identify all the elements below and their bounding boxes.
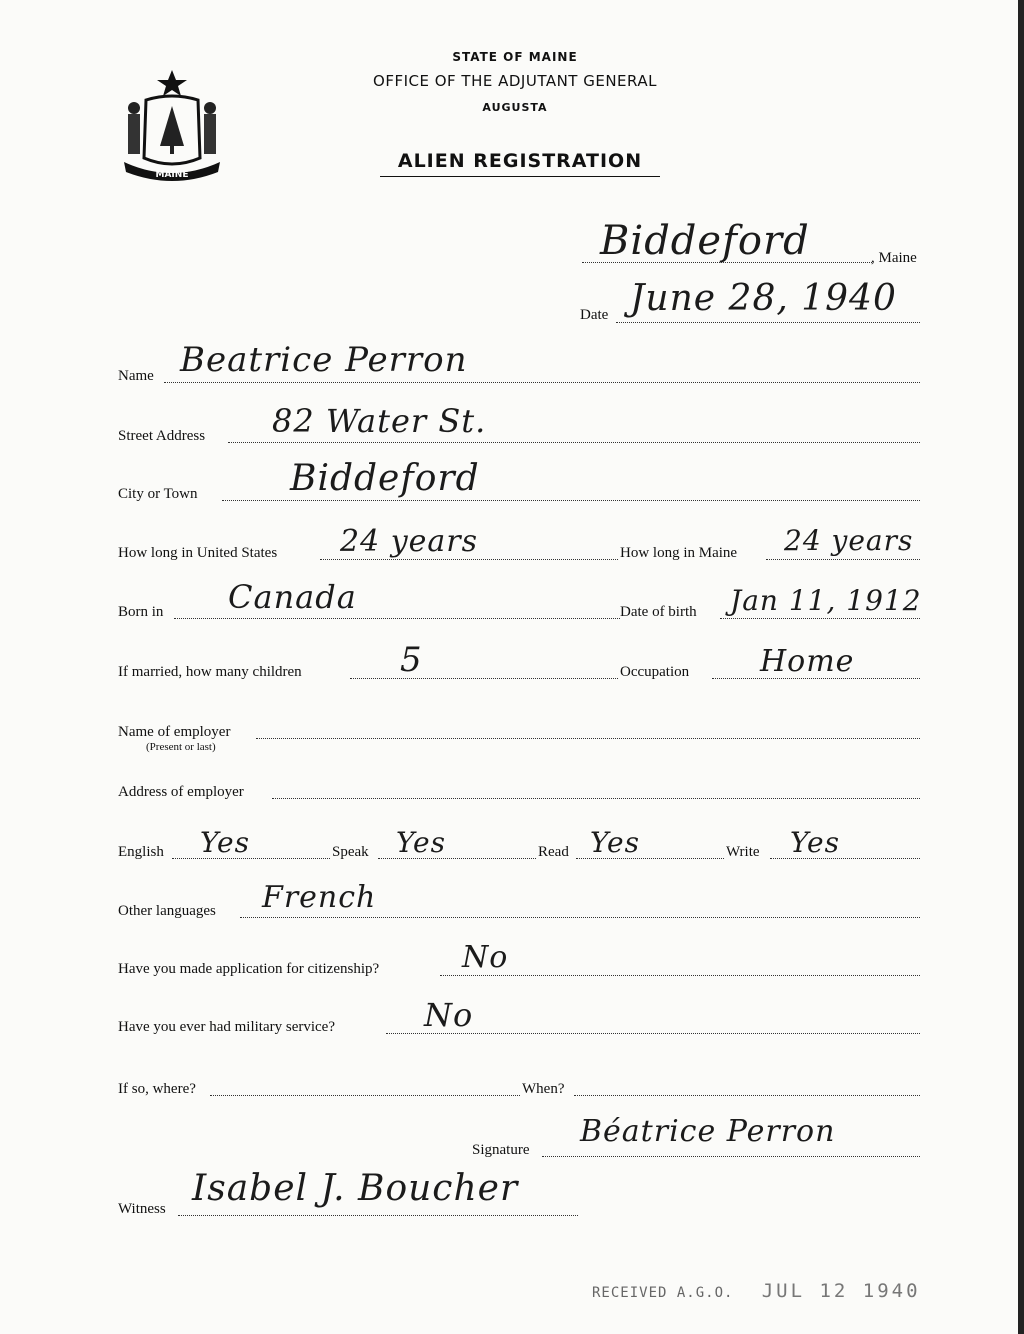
- occupation-value: Home: [760, 644, 855, 679]
- citizenship-line: [440, 975, 920, 976]
- received-stamp: [592, 1280, 921, 1302]
- witness-value: Isabel J. Boucher: [192, 1168, 519, 1209]
- witness-label: Witness: [118, 1201, 166, 1217]
- street-address-line: [228, 442, 920, 443]
- seal-text: MAINE: [155, 170, 189, 180]
- english-value: Yes: [200, 826, 250, 859]
- english-line: [172, 858, 330, 859]
- office-heading: OFFICE OF THE ADJUTANT GENERAL: [373, 72, 657, 90]
- witness-line: [178, 1215, 578, 1216]
- received-stamp-text: RECEIVED A.G.O.: [592, 1285, 734, 1301]
- children-value: 5: [400, 640, 423, 680]
- speak-value: Yes: [396, 826, 446, 859]
- employer-note: (Present or last): [146, 741, 216, 753]
- received-stamp-date: JUL 12 1940: [761, 1280, 921, 1302]
- employer-address-label: Address of employer: [118, 784, 244, 800]
- other-languages-value: French: [262, 880, 377, 915]
- how-long-maine-value: 24 years: [784, 524, 914, 557]
- name-label: Name: [118, 368, 154, 384]
- read-label: Read: [538, 844, 569, 860]
- date-of-birth-line: [720, 618, 920, 619]
- maine-suffix: , Maine: [871, 250, 917, 266]
- citizenship-label: Have you made application for citizenship?: [118, 961, 380, 977]
- write-value: Yes: [790, 826, 840, 859]
- city-value: Biddeford: [290, 458, 480, 499]
- occupation-label: Occupation: [620, 664, 690, 680]
- how-long-maine-label: How long in Maine: [620, 545, 738, 561]
- write-label: Write: [726, 844, 760, 860]
- date-label: Date: [580, 307, 609, 323]
- how-long-us-value: 24 years: [340, 524, 479, 559]
- read-value: Yes: [590, 826, 640, 859]
- maine-seal-icon: [118, 66, 226, 186]
- children-line: [350, 678, 618, 679]
- city-line: [222, 500, 920, 501]
- english-label: English: [118, 844, 164, 860]
- how-long-us-line: [320, 559, 618, 560]
- street-address-label: Street Address: [118, 428, 206, 444]
- born-in-label: Born in: [118, 604, 164, 620]
- signature-line: [542, 1156, 920, 1157]
- date-line: [616, 322, 920, 323]
- other-languages-line: [240, 917, 920, 918]
- place-value: Biddeford: [600, 218, 810, 264]
- children-label: If married, how many children: [118, 664, 302, 680]
- signature-value: Béatrice Perron: [580, 1114, 836, 1149]
- city-label: City or Town: [118, 486, 198, 502]
- how-long-maine-line: [766, 559, 920, 560]
- speak-label: Speak: [332, 844, 369, 860]
- citizenship-value: No: [462, 940, 509, 975]
- date-of-birth-label: Date of birth: [620, 604, 697, 620]
- how-long-us-label: How long in United States: [118, 545, 278, 561]
- born-in-line: [174, 618, 620, 619]
- date-of-birth-value: Jan 11, 1912: [730, 584, 922, 617]
- when-label: When?: [522, 1081, 565, 1097]
- military-label: Have you ever had military service?: [118, 1019, 335, 1035]
- date-value: June 28, 1940: [630, 278, 897, 319]
- employer-name-line: [256, 738, 920, 739]
- if-so-where-label: If so, where?: [118, 1081, 196, 1097]
- born-in-value: Canada: [228, 578, 357, 616]
- name-value: Beatrice Perron: [180, 340, 468, 380]
- form-title: ALIEN REGISTRATION: [397, 150, 643, 172]
- military-value: No: [424, 996, 474, 1034]
- signature-label: Signature: [472, 1142, 530, 1158]
- if-so-where-line: [210, 1095, 520, 1096]
- when-line: [574, 1095, 920, 1096]
- employer-name-label: Name of employer: [118, 724, 231, 740]
- title-underline: [380, 176, 660, 177]
- employer-address-line: [272, 798, 920, 799]
- state-heading: STATE OF MAINE: [452, 50, 578, 64]
- city-heading: AUGUSTA: [482, 101, 548, 114]
- other-languages-label: Other languages: [118, 903, 216, 919]
- page-edge: [1018, 0, 1024, 1334]
- street-address-value: 82 Water St.: [272, 402, 487, 440]
- name-line: [164, 382, 920, 383]
